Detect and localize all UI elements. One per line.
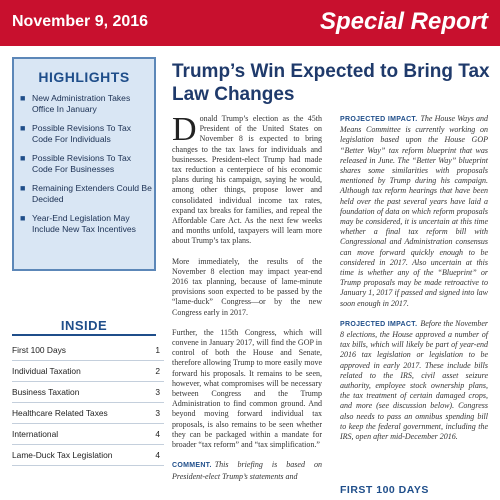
toc-entry[interactable] <box>12 424 164 445</box>
bullet-icon: ■ <box>20 213 26 223</box>
comment-paragraph <box>172 460 322 481</box>
toc-entry-page: 4 <box>155 429 160 439</box>
inside-title: INSIDE <box>60 318 108 333</box>
impact-label: PROJECTED IMPACT. <box>340 116 418 123</box>
report-date: November 9, 2016 <box>12 13 149 30</box>
toc-entry-title: Lame-Duck Tax Legislation <box>12 450 113 460</box>
article-paragraph: More immediately, the results of the November 8 election may impact year-end 2016 tax planning, because of lame-minute provisions soon expected to be passed by the “lame-duck” Congress—or by the new Congress early in 2017. <box>172 256 322 317</box>
toc-entry-page: 3 <box>155 387 160 397</box>
toc-entry-page: 4 <box>155 450 160 460</box>
report-header <box>0 0 500 46</box>
paragraph-text: onald Trump’s election as the 45th President of the United States on November 8 is expected to bring changes to the tax laws for individuals and businesses. President-elect Trump had made tax reduction a centerpiece of his economic plans during his campaign, saying he would, among other things, propose lower and consolidated individual income tax rates, expand tax breaks for families, and repeal the Affordable Care Act. As the next few weeks and months unfold, taxpayers will learn more about Trump’s tax plans. <box>172 114 322 246</box>
impact-text: The House Ways and Means Committee is currently working on legislation based upon the House GOP “Better Way” tax reform blueprint that was released in June. The “Better Way” blueprint shares some similarities with proposals mentioned by Trump during his campaign. Although tax reform hearings that have been held over the past several years have laid a foundation of data on which reform proposals may be considered, it is uncertain at this time whether a final tax reform bill with Congressional and Administration consensus can move forward quickly enough to be considered in 2017. Also uncertain at this time is whether any of the “Blueprint” or Trump proposals may be made retroactive to January 1, 2017 if passed and signed into law soon enough in 2017. <box>340 114 488 308</box>
article-headline: Trump’s Win Expected to Bring Tax Law Changes <box>172 61 490 105</box>
article-paragraph: Further, the 115th Congress, which will convene in January 2017, will find the GOP in control of both the House and Senate, therefore allowing Trump to more easily move forward his proposals. It remains to be seen, however, what compromises will be necessary between Congress and the Trump Administration to find common ground. And beyond moving forward individual tax proposals, is also remains to be seen whether they can be packaged within a mandate for broader “tax reform” and “tax simplification.” <box>172 327 322 450</box>
first-100-days-heading: FIRST 100 DAYS <box>340 484 429 496</box>
impact-paragraph <box>340 319 488 442</box>
bullet-icon: ■ <box>20 93 26 103</box>
toc-entry-page: 3 <box>155 408 160 418</box>
toc-entry-title: Business Taxation <box>12 387 80 397</box>
impact-paragraph <box>340 114 488 309</box>
drop-cap: D <box>172 111 197 148</box>
report-title: Special Report <box>319 8 488 35</box>
inside-divider <box>12 334 156 336</box>
highlight-item <box>20 183 152 205</box>
highlight-text: Possible Revisions To Tax Code For Businesses <box>32 153 132 174</box>
highlight-item <box>20 213 152 235</box>
impact-label: PROJECTED IMPACT. <box>340 320 418 328</box>
impact-text: Before the November 8 elections, the House approved a number of tax bills, which will likely be part of year-end 2016 tax legislation or legislation to be approved in early 2017. These include bills related to the IRS, civil asset seizure authority, employee stock ownership plans, the tax treatment of certain damaged crops, and more (see discussion below). Congress also needs to pass an omnibus spending bill to keep the federal government, including the IRS, open after mid-December 2016. <box>340 318 488 442</box>
bullet-icon: ■ <box>20 153 26 163</box>
toc-entry[interactable] <box>12 403 164 424</box>
highlight-text: Remaining Extenders Could Be Decided <box>32 183 152 204</box>
highlight-text: New Administration Takes Office In January <box>32 93 131 114</box>
toc-entry[interactable] <box>12 340 164 361</box>
highlight-item <box>20 93 152 115</box>
toc-entry-title: International <box>12 429 59 439</box>
toc-entry-title: First 100 Days <box>12 345 66 355</box>
highlight-text: Year-End Legislation May Include New Tax Incentives <box>32 213 136 234</box>
comment-label: COMMENT. <box>172 462 212 470</box>
article-column-right <box>340 114 488 452</box>
toc-entry[interactable] <box>12 382 164 403</box>
article-paragraph <box>172 111 322 247</box>
toc-entry-page: 1 <box>155 345 160 355</box>
toc-entry[interactable] <box>12 361 164 382</box>
bullet-icon: ■ <box>20 123 26 133</box>
highlights-box <box>12 57 156 271</box>
highlight-text: Possible Revisions To Tax Code For Individuals <box>32 123 132 144</box>
highlights-list <box>20 93 152 243</box>
toc-entry-title: Healthcare Related Taxes <box>12 408 108 418</box>
highlight-item <box>20 153 152 175</box>
article-column-left <box>172 111 322 492</box>
toc-entry-title: Individual Taxation <box>12 366 81 376</box>
toc-entry-page: 2 <box>155 366 160 376</box>
toc-entry[interactable] <box>12 445 164 466</box>
highlights-title: HIGHLIGHTS <box>38 69 130 85</box>
comment-text: This briefing is based on President-elect Trump’s statements and <box>172 460 322 481</box>
bullet-icon: ■ <box>20 183 26 193</box>
table-of-contents <box>12 340 164 466</box>
highlight-item <box>20 123 152 145</box>
